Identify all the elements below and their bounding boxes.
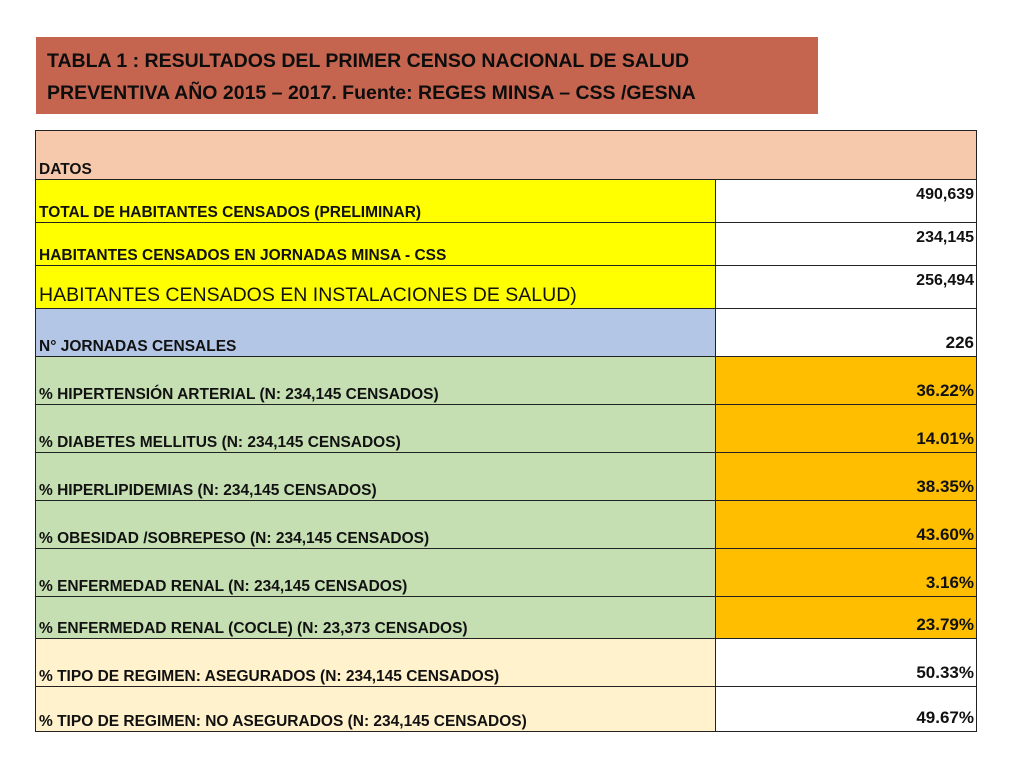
table-row: [36, 309, 977, 357]
row-value: 23.79%: [716, 597, 977, 639]
table-row: [36, 549, 977, 597]
table-row: [36, 266, 977, 309]
table-title: [36, 37, 818, 114]
census-results-table: [35, 130, 977, 732]
row-label: HABITANTES CENSADOS EN INSTALACIONES DE SALUD): [36, 266, 716, 309]
row-value: 49.67%: [716, 687, 977, 732]
row-label: % HIPERLIPIDEMIAS (N: 234,145 CENSADOS): [36, 453, 716, 501]
table-row: [36, 687, 977, 732]
row-value: 3.16%: [716, 549, 977, 597]
row-label: % DIABETES MELLITUS (N: 234,145 CENSADOS): [36, 405, 716, 453]
table-row: [36, 223, 977, 266]
row-value: 256,494: [716, 266, 977, 309]
row-value: 490,639: [716, 180, 977, 223]
row-label: % OBESIDAD /SOBREPESO (N: 234,145 CENSADOS): [36, 501, 716, 549]
row-label: % ENFERMEDAD RENAL (N: 234,145 CENSADOS): [36, 549, 716, 597]
table-row: [36, 180, 977, 223]
row-label: HABITANTES CENSADOS EN JORNADAS MINSA - CSS: [36, 223, 716, 266]
row-label: TOTAL DE HABITANTES CENSADOS (PRELIMINAR): [36, 180, 716, 223]
row-label: % ENFERMEDAD RENAL (COCLE) (N: 23,373 CENSADOS): [36, 597, 716, 639]
table-row: [36, 357, 977, 405]
table-row: [36, 405, 977, 453]
table-row: [36, 639, 977, 687]
row-value: 43.60%: [716, 501, 977, 549]
row-label: % TIPO DE REGIMEN: ASEGURADOS (N: 234,145 CENSADOS): [36, 639, 716, 687]
row-label: % HIPERTENSIÓN ARTERIAL (N: 234,145 CENSADOS): [36, 357, 716, 405]
table-row: [36, 501, 977, 549]
table-title-line-2: PREVENTIVA AÑO 2015 – 2017. Fuente: REGES MINSA – CSS /GESNA: [47, 82, 696, 104]
table-row: [36, 453, 977, 501]
row-value: 50.33%: [716, 639, 977, 687]
table-row: [36, 597, 977, 639]
table-header-row: [36, 131, 977, 180]
row-value: 234,145: [716, 223, 977, 266]
row-label: N° JORNADAS CENSALES: [36, 309, 716, 357]
table-header-cell: DATOS: [36, 131, 977, 180]
row-value: 38.35%: [716, 453, 977, 501]
row-value: 36.22%: [716, 357, 977, 405]
row-value: 226: [716, 309, 977, 357]
row-value: 14.01%: [716, 405, 977, 453]
row-label: % TIPO DE REGIMEN: NO ASEGURADOS (N: 234,145 CENSADOS): [36, 687, 716, 732]
table-title-line-1: TABLA 1 : RESULTADOS DEL PRIMER CENSO NACIONAL DE SALUD: [47, 50, 690, 72]
